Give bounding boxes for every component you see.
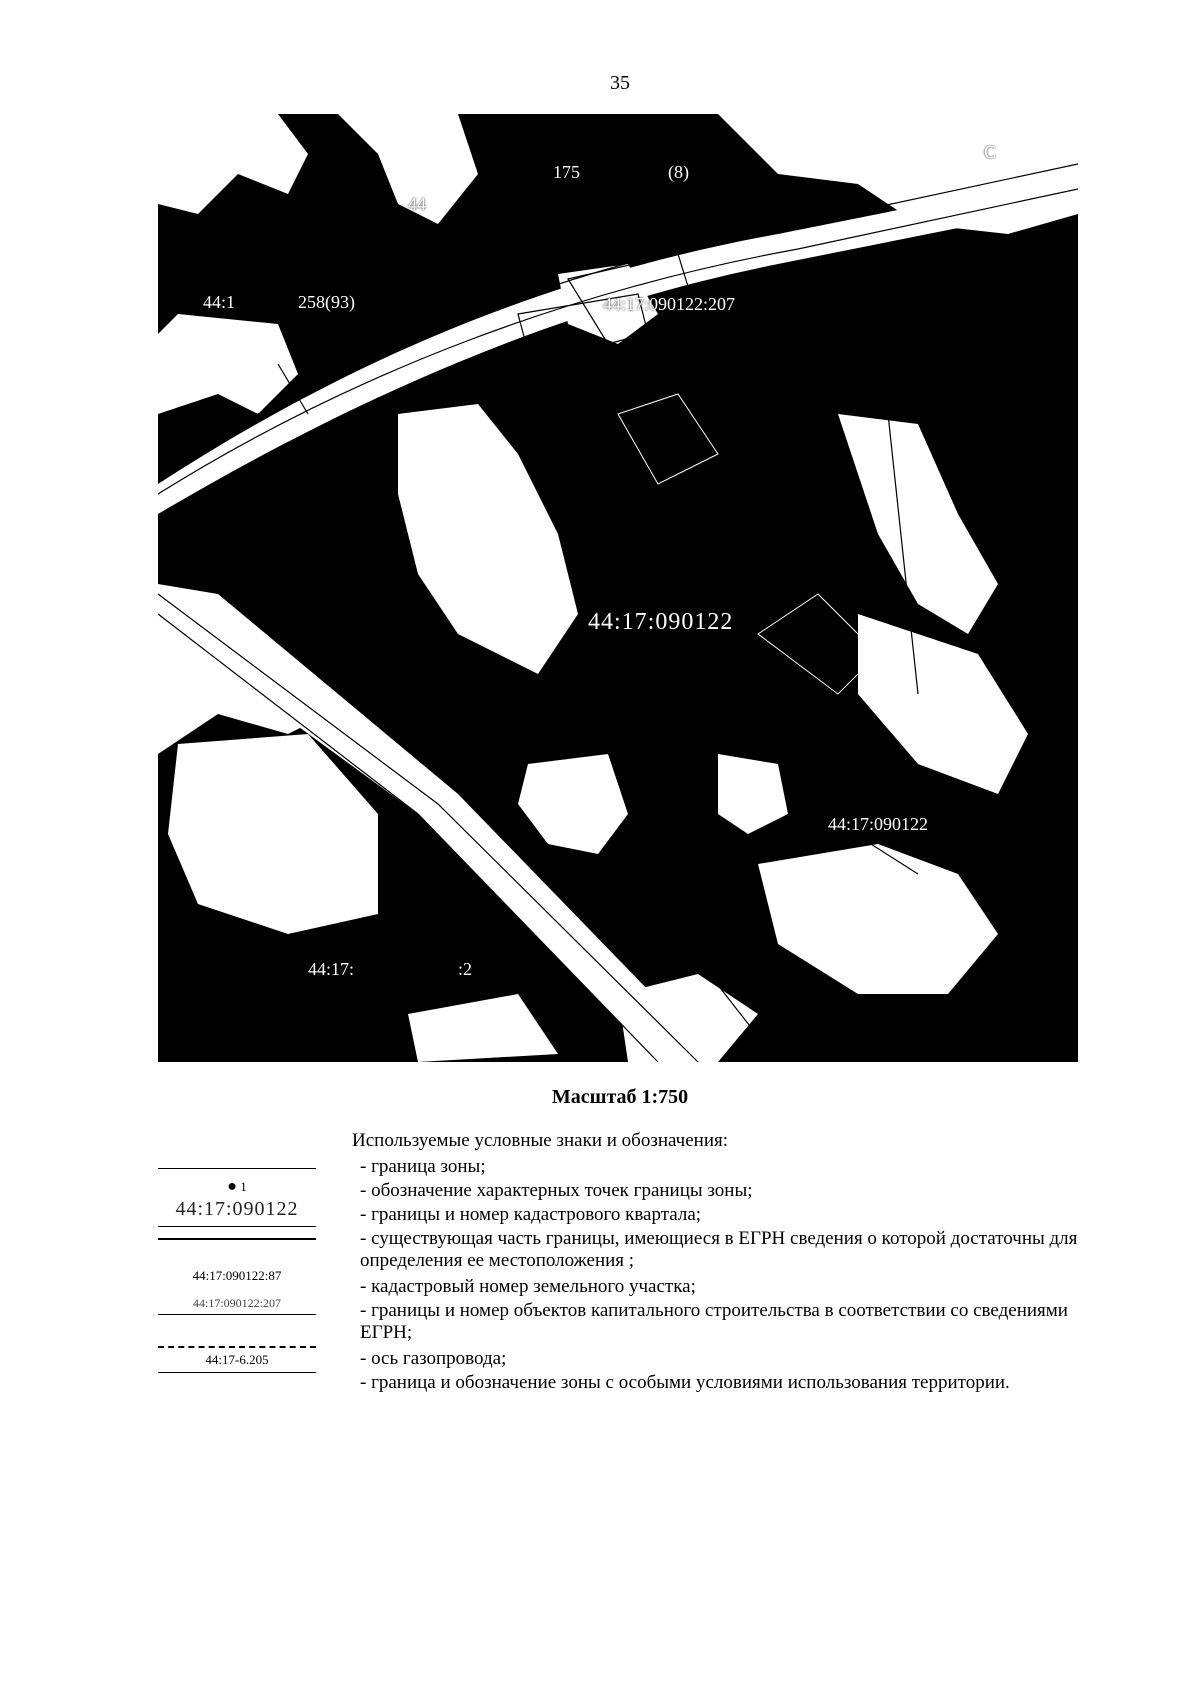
building-boundary-symbol [158, 1314, 316, 1315]
legend-item-special-zone: - граница и обозначение зоны с особыми условиями использования территории. [360, 1372, 1010, 1393]
legend-item-cadastral-quarter: - границы и номер кадастрового квартала; [360, 1204, 702, 1225]
land-plot-number-symbol: 44:17:090122:87 [192, 1268, 282, 1283]
map-imagery [158, 114, 1078, 1062]
legend-item-land-plot: - кадастровый номер земельного участка; [360, 1276, 696, 1297]
legend-item-buildings: - границы и номер объектов капитального строительства в соответствии со сведениями ЕГРН; [360, 1300, 1068, 1343]
zone-boundary-symbol [158, 1168, 316, 1169]
map-label-bottom-left-suffix: :2 [458, 959, 473, 979]
cadastral-map [158, 114, 1078, 1062]
map-label-top-right: (8) [668, 162, 689, 182]
legend-item-boundary-points: - обозначение характерных точек границы зоны; [360, 1180, 753, 1201]
map-label-left-plot: 44:1 [203, 292, 236, 312]
map-label-bottom-left: 44:17: [308, 959, 355, 979]
boundary-point-number: 1 [240, 1179, 247, 1194]
special-zone-number-symbol: 44:17-6.205 [205, 1352, 269, 1367]
gas-pipeline-axis-symbol [158, 1346, 316, 1348]
legend-item-zone-boundary: - граница зоны; [360, 1156, 486, 1177]
map-label-top-corner: С [984, 142, 997, 162]
map-label-right-lower: 44:17:090122 [828, 814, 929, 834]
cadastral-quarter-underline [158, 1226, 316, 1227]
legend-item-gas-pipeline: - ось газопровода; [360, 1348, 507, 1369]
legend-item-existing-boundary: - существующая часть границы, имеющиеся в ЕГРН сведения о которой достаточны для определения ее местоположения ; [360, 1228, 1078, 1271]
special-zone-boundary-symbol [158, 1372, 316, 1373]
map-label-right-building: 44:17:090122:207 [603, 294, 736, 314]
map-label-left-plot-suffix: 258(93) [298, 292, 355, 312]
boundary-point-symbol: ● 1 [227, 1178, 247, 1195]
cadastral-quarter-symbol: 44:17:090122 [175, 1198, 299, 1220]
building-number-symbol: 44:17:090122:207 [192, 1296, 281, 1310]
scale-label: Масштаб 1:750 [551, 1086, 689, 1108]
page-number: 35 [610, 72, 630, 94]
map-label-top-small: 44 [408, 194, 426, 214]
existing-boundary-symbol [158, 1238, 316, 1240]
legend-title: Используемые условные знаки и обозначения: [352, 1130, 729, 1151]
map-label-quarter: 44:17:090122 [588, 609, 734, 635]
map-label-top-center: 175 [553, 162, 580, 182]
